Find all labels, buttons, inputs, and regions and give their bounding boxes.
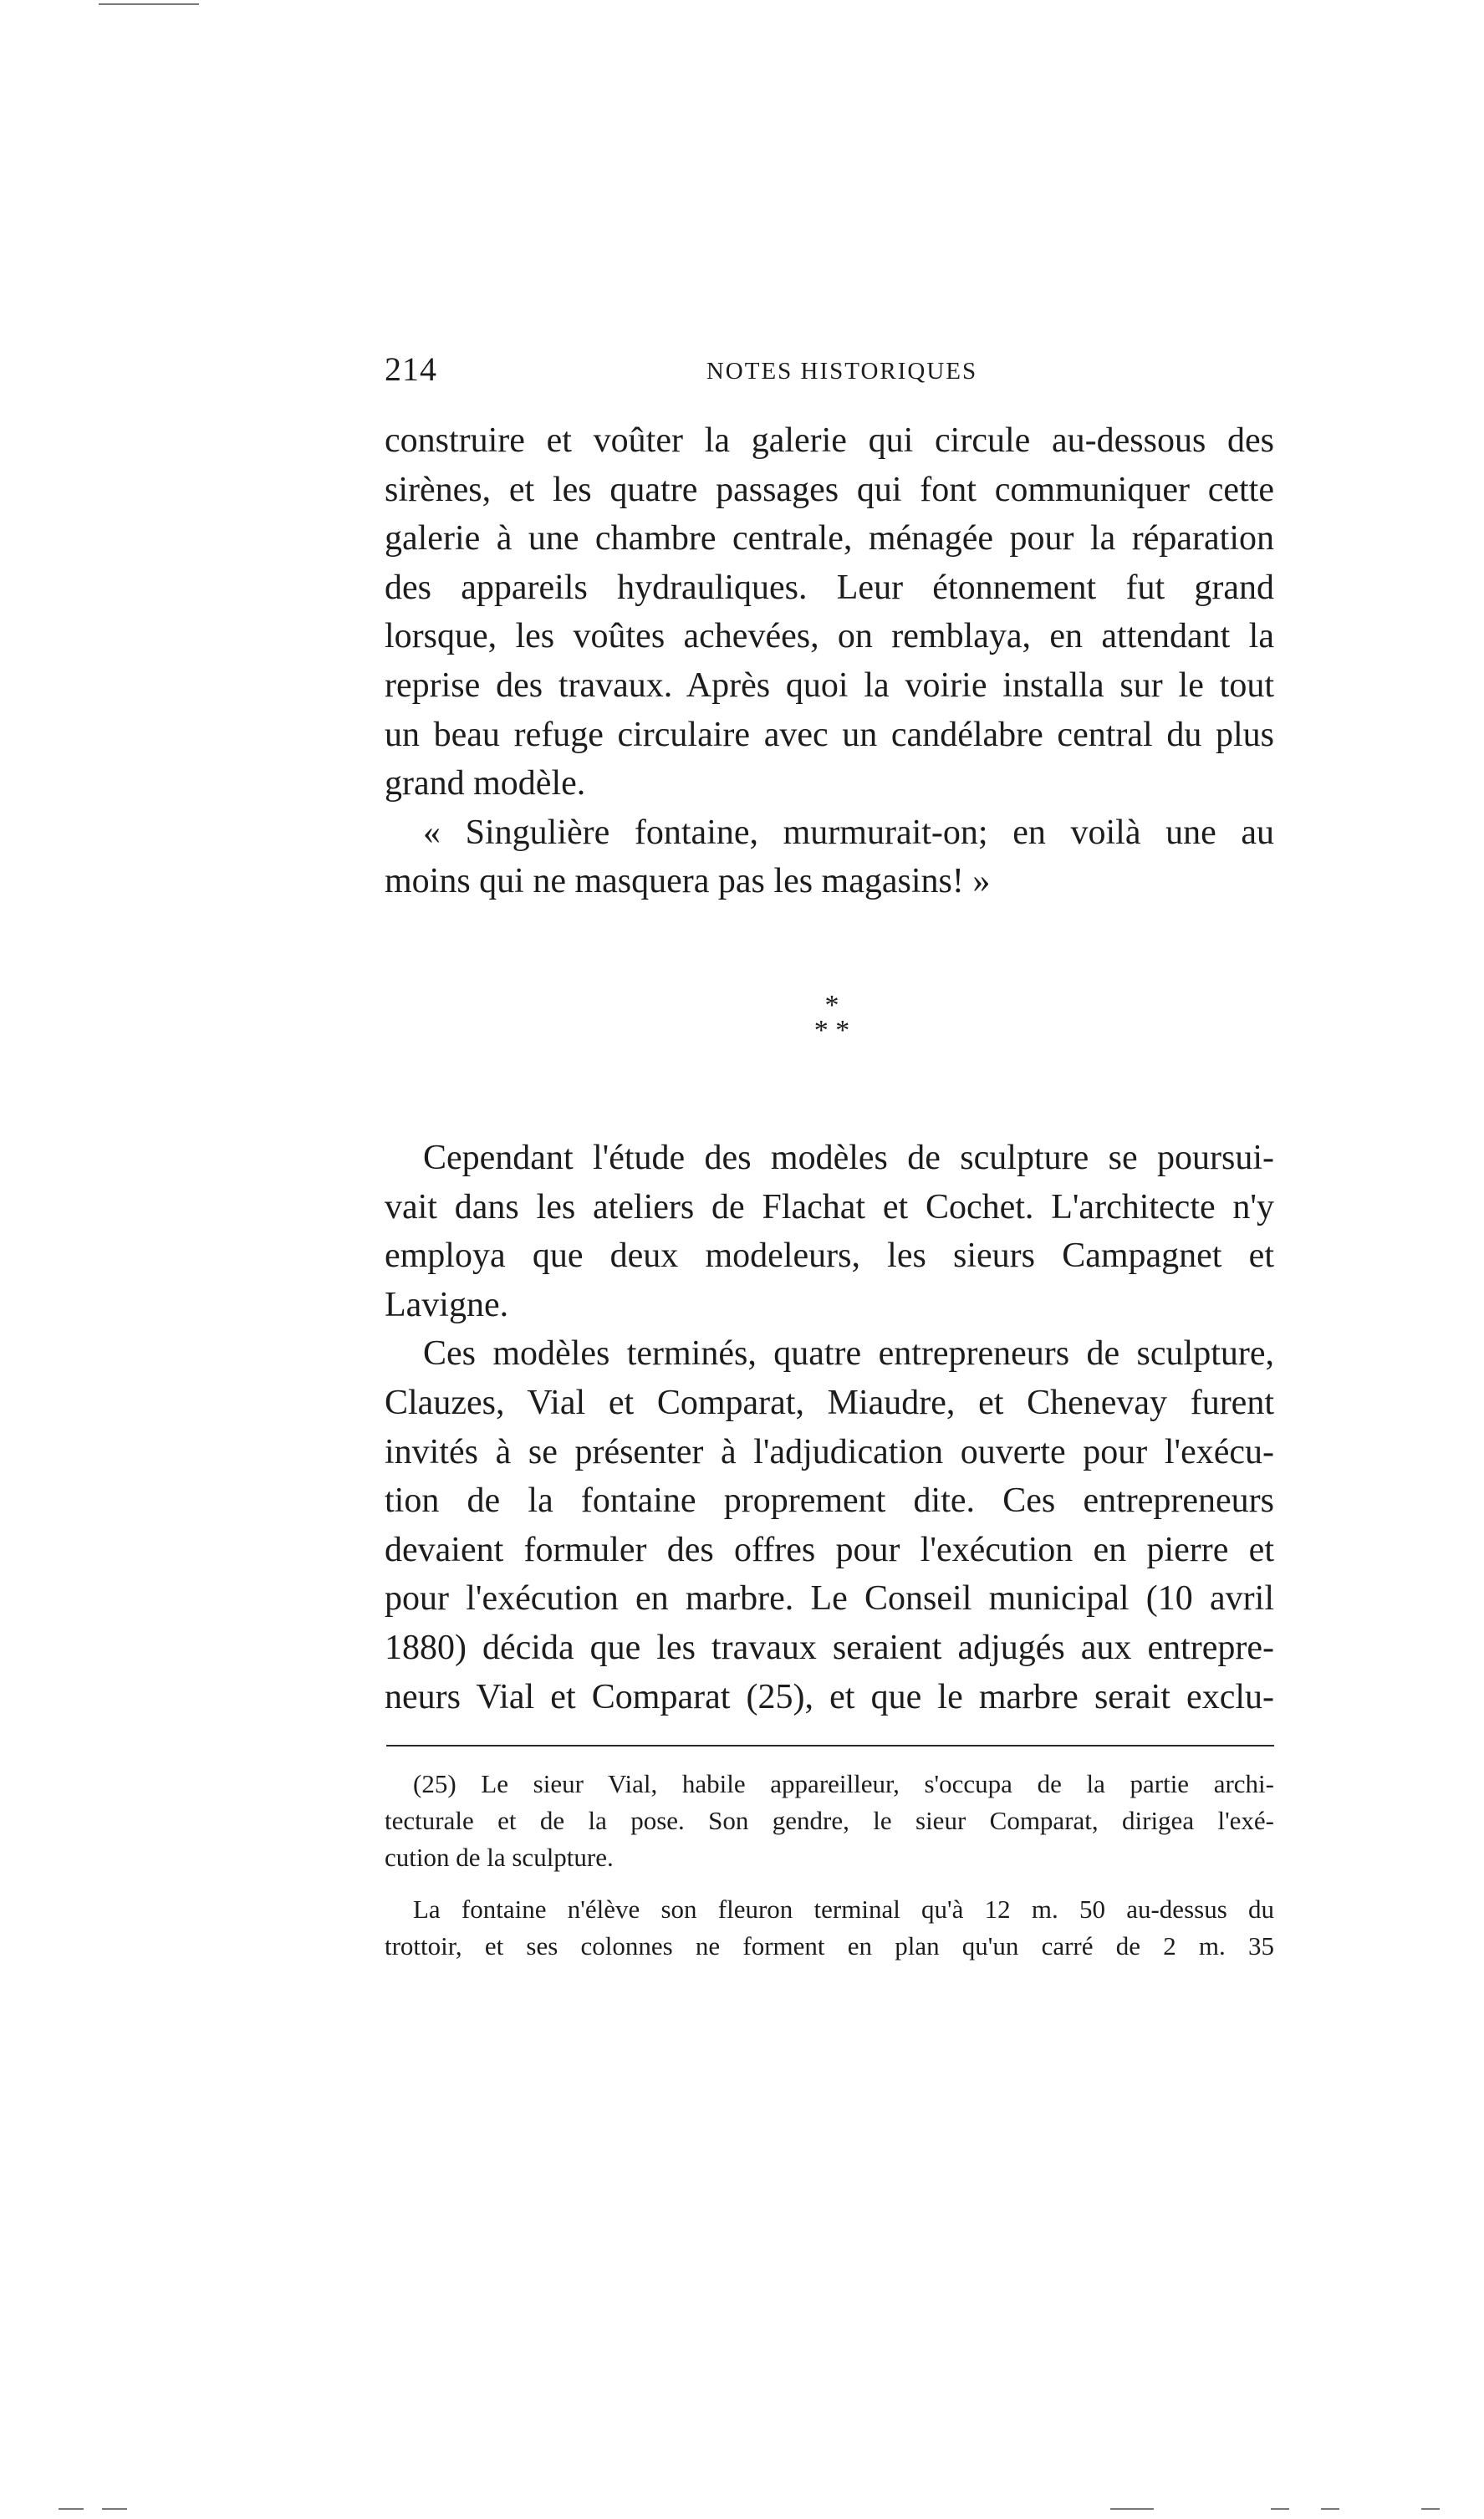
footnote-line: (25) Le sieur Vial, habile appareilleur, s'occupa de la partie archi- — [413, 1769, 1274, 1798]
paragraph-continued — [385, 416, 1274, 906]
text-line: lorsque, les voûtes achevées, on remblaya, en attendant la — [385, 617, 1274, 656]
text-line: « Singulière fontaine, murmurait-on; en voilà une au — [423, 813, 1274, 852]
footnote-line: La fontaine n'élève son fleuron terminal qu'à 12 m. 50 au-dessus du — [413, 1894, 1274, 1924]
text-line: Clauzes, Vial et Comparat, Miaudre, et Chenevay furent — [385, 1383, 1274, 1422]
text-line: vait dans les ateliers de Flachat et Cochet. L'architecte n'y — [385, 1187, 1274, 1226]
text-line: invités à se présenter à l'adjudication ouverte pour l'exécu- — [385, 1432, 1274, 1471]
footnote-line: tecturale et de la pose. Son gendre, le sieur Comparat, dirigea l'exé- — [385, 1806, 1274, 1835]
scan-edge-mark-top — [99, 3, 199, 5]
footnotes — [385, 1766, 1274, 1965]
text-line: employa que deux modeleurs, les sieurs Campagnet et — [385, 1237, 1274, 1276]
text-line: Ces modèles terminés, quatre entrepreneurs de sculpture, — [423, 1334, 1274, 1374]
text-line: Lavigne. — [385, 1285, 509, 1324]
section-separator-asterism — [786, 990, 878, 1046]
page-number: 214 — [385, 350, 437, 388]
text-line: un beau refuge circulaire avec un candélabre central du plus — [385, 715, 1274, 754]
asterism-bottom: * * — [813, 1015, 850, 1046]
paragraph-models — [385, 1134, 1274, 1721]
footnote-line: trottoir, et ses colonnes ne forment en plan qu'un carré de 2 m. 35 — [385, 1931, 1274, 1961]
text-line: tion de la fontaine proprement dite. Ces entrepreneurs — [385, 1481, 1274, 1521]
text-line: Cependant l'étude des modèles de sculpture se poursui- — [423, 1139, 1274, 1177]
text-line: 1880) décida que les travaux seraient adjugés aux entrepre- — [385, 1628, 1274, 1667]
asterism-top: * — [824, 990, 839, 1021]
page-header — [385, 349, 1274, 400]
text-line: grand modèle. — [385, 764, 586, 803]
scan-edge-mark-bottom-right — [1421, 2508, 1440, 2510]
text-line: construire et voûter la galerie qui circule au-dessous des — [385, 421, 1274, 460]
text-line: des appareils hydrauliques. Leur étonnement fut grand — [385, 568, 1274, 607]
text-line: sirènes, et les quatre passages qui font communiquer cette — [385, 470, 1274, 509]
footnote-divider — [386, 1745, 1274, 1746]
scan-edge-mark-bottom-right — [1110, 2508, 1154, 2510]
scan-edge-mark-bottom-left — [102, 2508, 127, 2510]
text-line: neurs Vial et Comparat (25), et que le marbre serait exclu- — [385, 1677, 1274, 1716]
text-line: reprise des travaux. Après quoi la voirie installa sur le tout — [385, 665, 1274, 705]
running-title: NOTES HISTORIQUES — [706, 358, 978, 385]
scan-edge-mark-bottom-left — [59, 2508, 84, 2510]
footnote-line: cution de la sculpture. — [385, 1843, 614, 1872]
scan-edge-mark-bottom-right — [1271, 2508, 1289, 2510]
text-line: moins qui ne masquera pas les magasins! » — [385, 862, 991, 901]
text-line: devaient formuler des offres pour l'exécution en pierre et — [385, 1530, 1274, 1569]
text-line: galerie à une chambre centrale, ménagée pour la réparation — [385, 519, 1274, 558]
text-line: pour l'exécution en marbre. Le Conseil municipal (10 avril — [385, 1579, 1274, 1619]
scan-edge-mark-bottom-right — [1321, 2508, 1339, 2510]
